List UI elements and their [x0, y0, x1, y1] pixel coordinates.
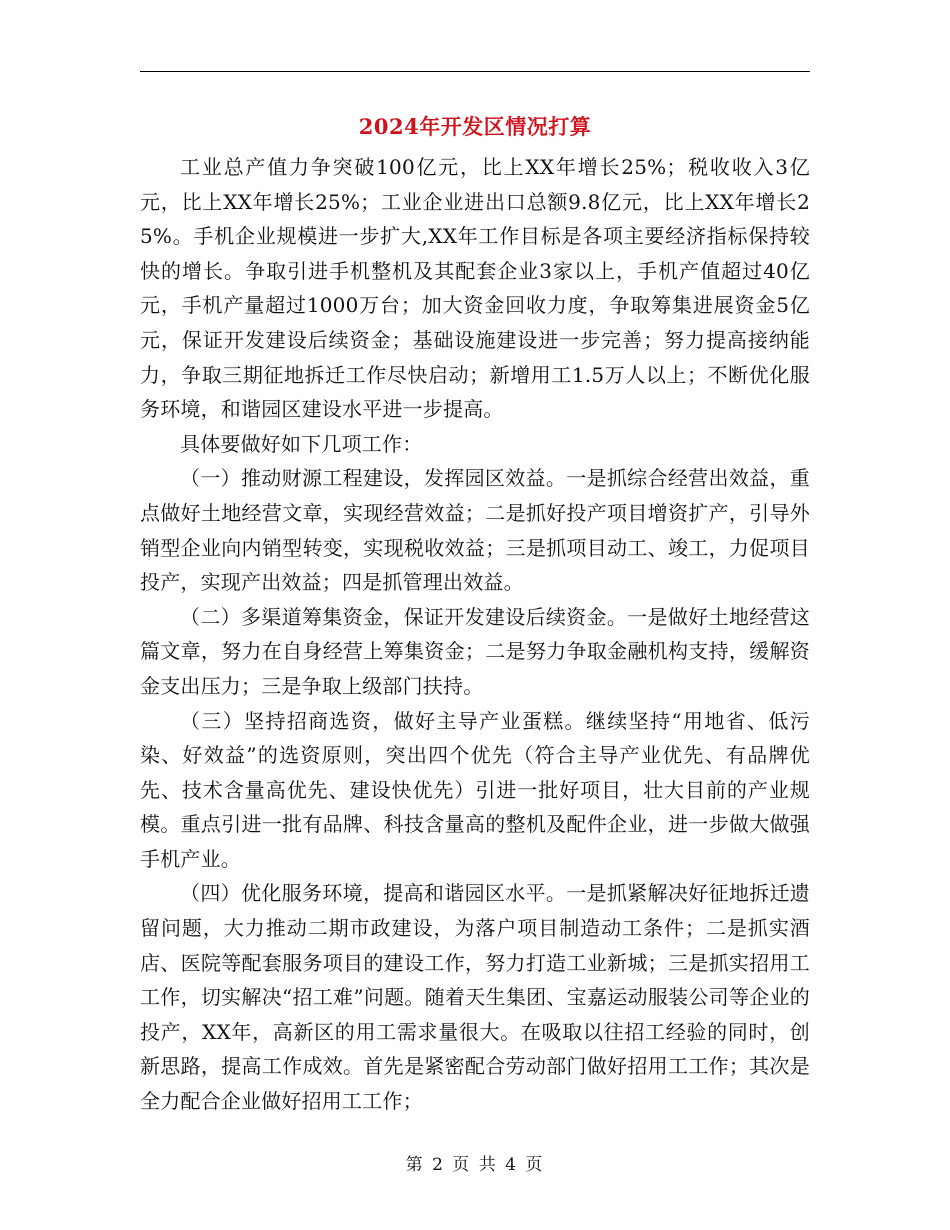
paragraph-task-3: （三）坚持招商选资，做好主导产业蛋糕。继续坚持“用地省、低污染、好效益”的选资原则，突出四个优先（符合主导产业优先、有品牌优先、技术含量高优先、建设快优先）引进一批好项目，壮大目前的产业规模。重点引进一批有品牌、科技含量高的整机及配件企业，进一步做大做强手机产业。	[140, 708, 810, 871]
paragraph-task-2: （二）多渠道筹集资金，保证开发建设后续资金。一是做好土地经营这篇文章，努力在自身经营上筹集资金；二是努力争取金融机构支持，缓解资金支出压力；三是争取上级部门扶持。	[140, 604, 810, 698]
document-title: 2024年开发区情况打算	[358, 114, 592, 139]
document-body	[140, 150, 810, 1119]
paragraph-task-4: （四）优化服务环境，提高和谐园区水平。一是抓紧解决好征地拆迁遗留问题，大力推动二期市政建设，为落户项目制造动工条件；二是抓实酒店、医院等配套服务项目的建设工作，努力打造工业新城；三是抓实招用工工作，切实解决“招工难”问题。随着天生集团、宝嘉运动服装公司等企业的投产，XX年，高新区的用工需求量很大。在吸取以往招工经验的同时，创新思路，提高工作成效。首先是紧密配合劳动部门做好招用工工作；其次是全力配合企业做好招用工工作；	[140, 881, 810, 1114]
paragraph-targets: 工业总产值力争突破100亿元，比上XX年增长25%；税收收入3亿元，比上XX年增长25%；工业企业进出口总额9.8亿元，比上XX年增长25%。手机企业规模进一步扩大,XX年工作目标是各项主要经济指标保持较快的增长。争取引进手机整机及其配套企业3家以上，手机产值超过40亿元，手机产量超过1000万台；加大资金回收力度，争取筹集进展资金5亿元，保证开发建设后续资金；基础设施建设进一步完善；努力提高接纳能力，争取三期征地拆迁工作尽快启动；新增用工1.5万人以上；不断优化服务环境，和谐园区建设水平进一步提高。	[140, 155, 810, 422]
paragraph-tasks-intro: 具体要做好如下几项工作：	[180, 431, 423, 456]
page-number: 第 2 页 共 4 页	[405, 1155, 545, 1175]
header-rule	[140, 71, 810, 72]
paragraph-task-1: （一）推动财源工程建设，发挥园区效益。一是抓综合经营出效益，重点做好土地经营文章，实现经营效益；二是抓好投产项目增资扩产，引导外销型企业向内销型转变，实现税收效益；三是抓项目动工、竣工，力促项目投产，实现产出效益；四是抓管理出效益。	[140, 466, 810, 595]
